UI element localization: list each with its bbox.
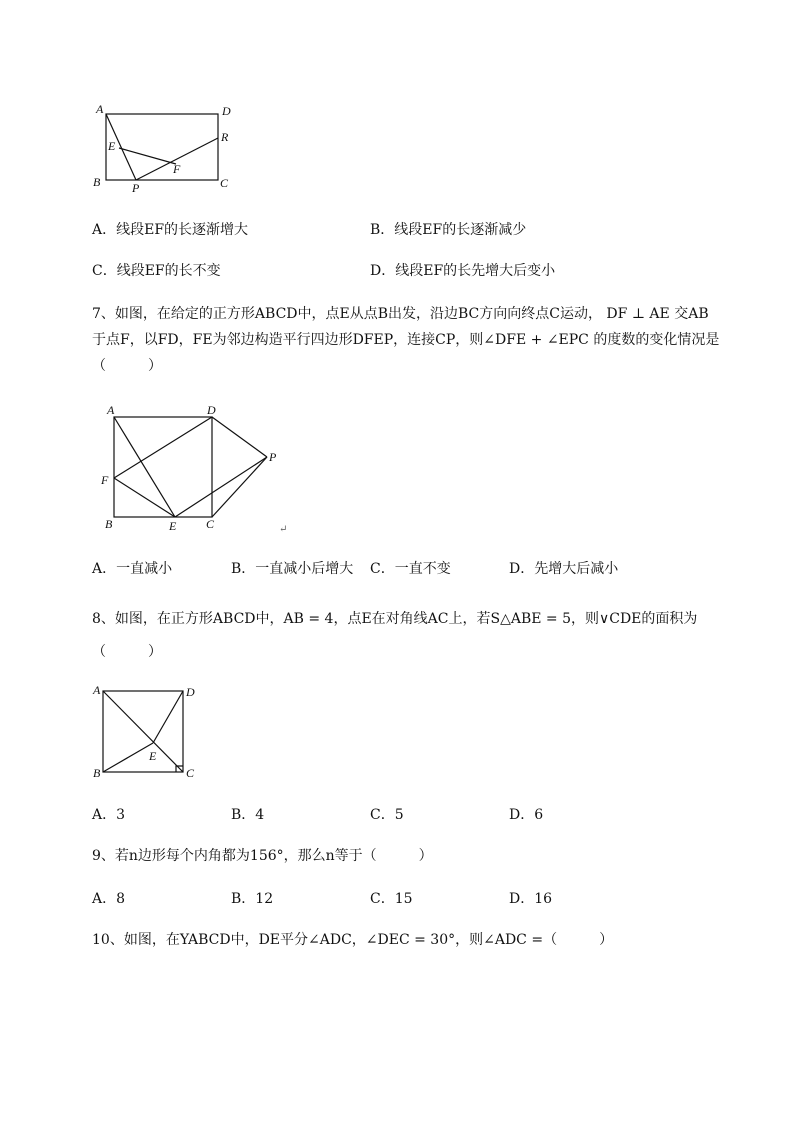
q6-option-b: B．线段EF的长逐渐减少 (370, 222, 527, 238)
q8-stem-line1: 8、如图，在正方形ABCD中，AB = 4，点E在对角线AC上，若S△ABE = 5，则∨CDE的面积为 (92, 611, 698, 627)
q6-label-f: F (173, 162, 181, 176)
q8-label-e: E (149, 749, 157, 763)
q8-label-c: C (186, 766, 195, 780)
q9-option-c: C．15 (370, 891, 413, 907)
q8-option-a: A．3 (92, 807, 126, 823)
q8-line-be (103, 743, 153, 772)
q7-label-a: A (107, 403, 115, 417)
q6-label-b: B (93, 175, 101, 189)
q7-line-ae (114, 417, 175, 517)
q6-figure (88, 98, 248, 198)
q7-option-b: B．一直减小后增大 (231, 561, 354, 577)
q8-option-c: C．5 (370, 807, 404, 823)
q7-line-dp (212, 417, 267, 457)
q7-label-f: F (101, 473, 109, 487)
q7-line-fe (114, 478, 175, 517)
q8-label-b: B (93, 766, 101, 780)
q7-label-p: P (269, 450, 277, 464)
q7-stem-line2: 于点F，以FD，FE为邻边构造平行四边形DFEP，连接CP，则∠DFE + ∠EPC 的度数的变化情况是 (92, 332, 720, 348)
q7-label-e: E (169, 519, 177, 533)
q7-option-d: D．先增大后减小 (509, 561, 619, 577)
q8-label-d: D (186, 685, 195, 699)
q8-stem-line2: （ ） (92, 644, 162, 660)
q8-label-a: A (93, 683, 101, 697)
q6-label-d: D (222, 104, 231, 118)
q8-option-b: B．4 (231, 807, 265, 823)
q6-option-d: D．线段EF的长先增大后变小 (370, 263, 556, 279)
q7-label-b: B (105, 517, 113, 531)
q7-option-c: C．一直不变 (370, 561, 451, 577)
q7-label-d: D (207, 403, 216, 417)
q6-label-c: C (220, 176, 229, 190)
q6-label-e: E (108, 139, 116, 153)
q8-option-d: D．6 (509, 807, 544, 823)
q6-option-c: C．线段EF的长不变 (92, 263, 221, 279)
q8-diagonal-ac (103, 691, 183, 772)
q6-option-a: A．线段EF的长逐渐增大 (92, 222, 249, 238)
q10-stem: 10、如图，在YABCD中，DE平分∠ADC，∠DEC = 30°，则∠ADC =（ ） (92, 932, 614, 948)
q7-return-mark: ↵ (279, 524, 288, 535)
q9-option-a: A．8 (92, 891, 126, 907)
q7-stem-line1: 7、如图，在给定的正方形ABCD中，点E从点B出发，沿边BC方向向终点C运动， DF ⊥ AE 交AB (92, 306, 709, 322)
q7-label-c: C (206, 517, 215, 531)
q6-label-a: A (96, 102, 104, 116)
q7-figure (95, 400, 295, 540)
q9-stem: 9、若n边形每个内角都为156°，那么n等于（ ） (92, 848, 433, 864)
q7-option-a: A．一直减小 (92, 561, 173, 577)
q8-figure (90, 680, 210, 785)
q7-line-fd (114, 417, 212, 478)
q6-label-p: P (132, 181, 140, 195)
q9-option-b: B．12 (231, 891, 274, 907)
q9-option-d: D．16 (509, 891, 553, 907)
q8-line-de (153, 691, 183, 743)
q7-stem-line3: （ ） (92, 358, 162, 374)
q6-label-r: R (221, 130, 229, 144)
